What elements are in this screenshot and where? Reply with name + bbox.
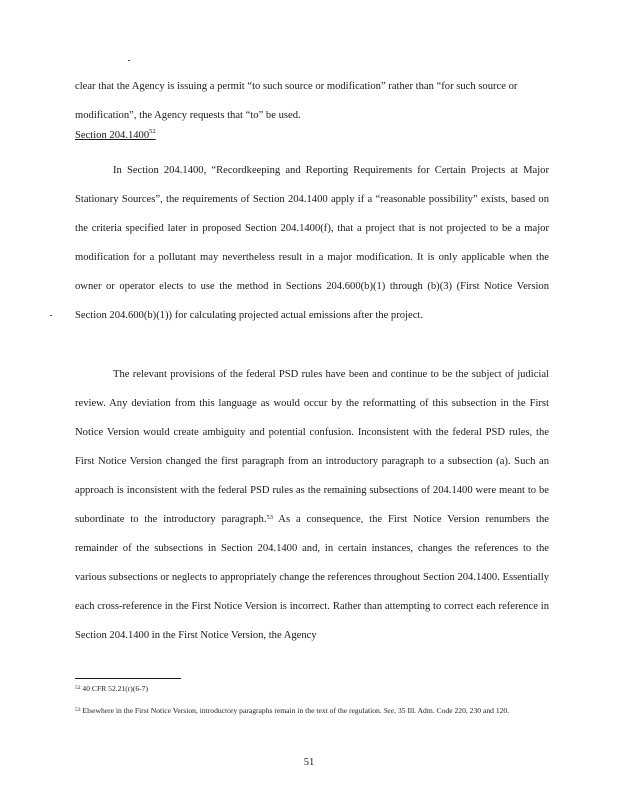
judicial-review-paragraph — [75, 360, 549, 650]
judicial-review-text-a: The relevant provisions of the federal PSD rules have been and continue to be the subject of judicial review. Any deviation from this language as would occur by the reformatting of this subsection in the First Notice Version would create ambiguity and potential confusion. Inconsistent with the federal PSD rules, the First Notice Version changed the first paragraph from an introductory paragraph to a subsection (a). Such an approach is inconsistent with the federal PSD rules as the remaining subsections of 204.1400 were meant to be subordinate to the introductory paragraph. — [75, 369, 549, 525]
section-intro-paragraph: In Section 204.1400, “Recordkeeping and Reporting Requirements for Certain Projects at Major Stationary Sources”, the requirements of Section 204.1400 apply if a “reasonable possibility” exists, based on the criteria specified later in proposed Section 204.1400(f), that a project that is not projected to be a major modification for a pollutant may nevertheless result in a major modification. It is only applicable when the owner or operator elects to use the method in Sections 204.600(b)(1) through (b)(3) (First Notice Version Section 204.600(b)(1)) for calculating projected actual emissions after the project. — [75, 165, 549, 321]
footnote-divider — [75, 678, 181, 679]
footnote-mark: 52 — [75, 685, 81, 691]
footnote-text: 35 Ill. Adm. Code 220, 230 and 120. — [396, 706, 510, 715]
scan-speck — [128, 60, 130, 61]
footnote-see-signal: See, — [383, 706, 397, 715]
section-heading — [75, 130, 156, 141]
page-number: 51 — [303, 757, 315, 768]
footnote-text: Elsewhere in the First Notice Version, introductory paragraphs remain in the text of the regulation. — [80, 706, 384, 715]
footnote-ref-53: 53 — [266, 514, 273, 521]
continuation-paragraph: clear that the Agency is issuing a permit “to such source or modification” rather than “for such source or modification”, the Agency requests that “to” be used. — [75, 81, 518, 121]
judicial-review-text-b: As a consequence, the First Notice Version renumbers the remainder of the subsections in Section 204.1400 and, in certain instances, changes the references to the various subsections or neglects to appropriately change the references throughout Section 204.1400. Essentially each cross-reference in the First Notice Version is incorrect. Rather than attempting to correct each reference in Section 204.1400 in the First Notice Version, the Agency — [75, 514, 549, 641]
footnote-53 — [75, 705, 549, 717]
footnote-ref-52: 52 — [149, 128, 156, 135]
scan-speck — [50, 315, 52, 316]
section-heading-text: Section 204.1400 — [75, 130, 150, 141]
footnote-mark: 53 — [75, 707, 81, 713]
footnote-text: 40 CFR 52.21(r)(6-7) — [80, 684, 148, 693]
footnote-52 — [75, 683, 549, 695]
